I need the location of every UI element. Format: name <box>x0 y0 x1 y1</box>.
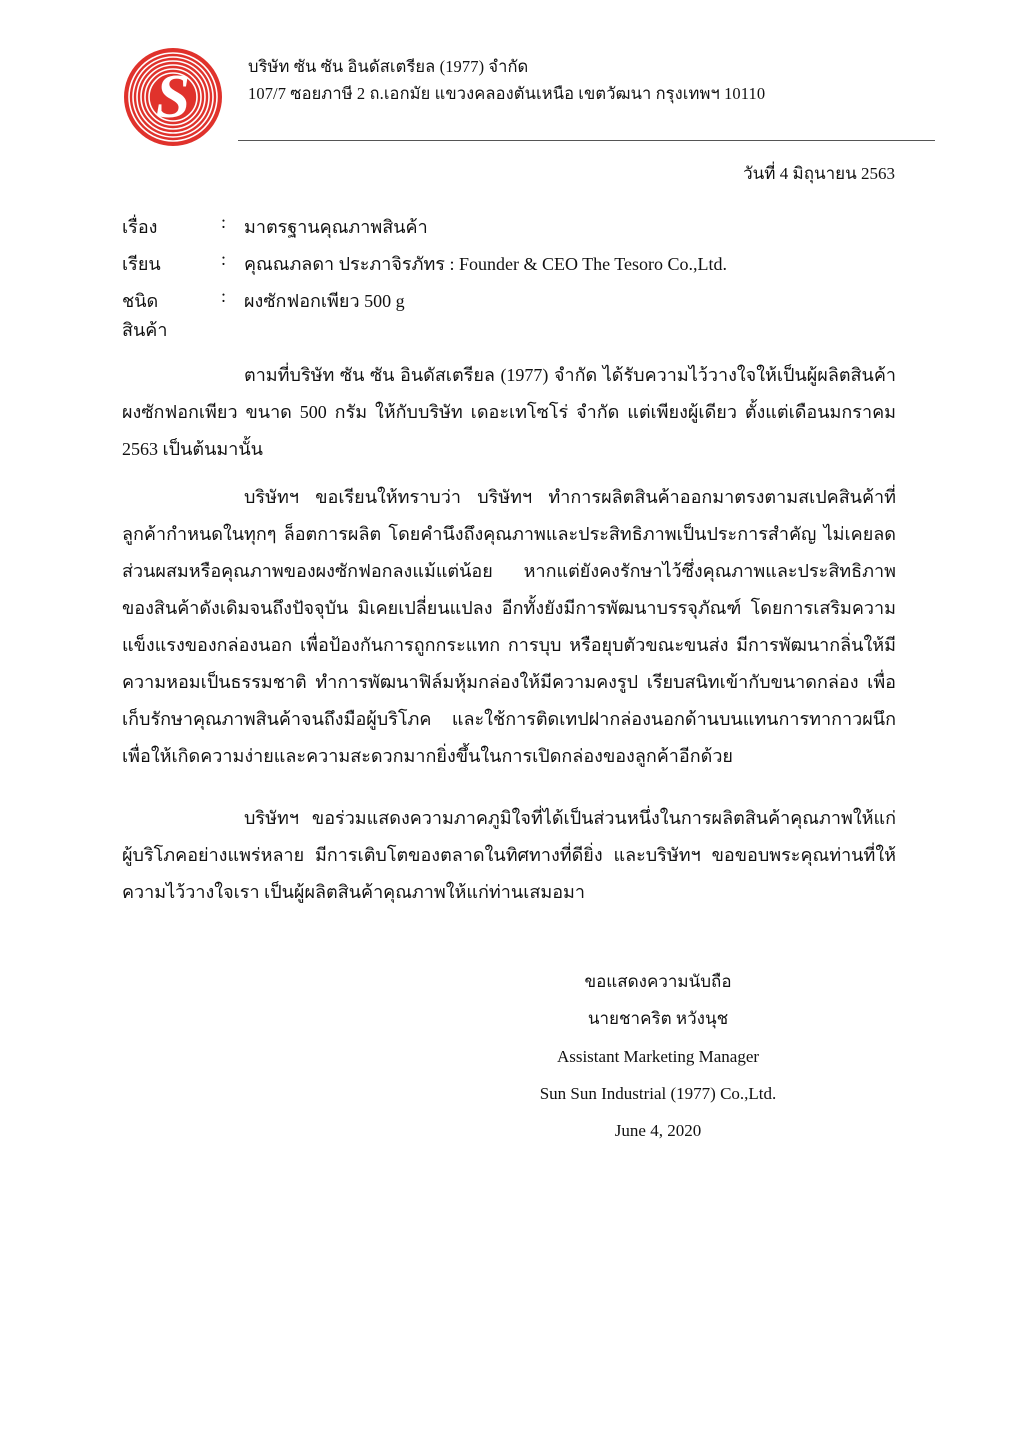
body-paragraph-3 <box>122 800 896 911</box>
subject-label: เรื่อง <box>122 217 158 237</box>
signer-name: นายชาคริต หวังนุช <box>587 1009 729 1029</box>
letterhead-divider <box>238 140 935 141</box>
letterhead <box>248 53 765 107</box>
company-address: 107/7 ซอยภาษี 2 ถ.เอกมัย แขวงคลองตันเหนือ เขตวัฒนา กรุงเทพฯ 10110 <box>248 84 766 103</box>
company-logo <box>122 46 224 148</box>
signer-title: Assistant Marketing Manager <box>556 1046 760 1066</box>
company-name: บริษัท ซัน ซัน อินดัสเตรียล (1977) จำกัด <box>248 57 529 76</box>
paragraph-text: บริษัทฯ ขอร่วมแสดงความภาคภูมิใจที่ได้เป็นส่วนหนึ่งในการผลิตสินค้าคุณภาพให้แก่ผู้บริโภคอย่างแพร่หลาย มีการเติบโตของตลาดในทิศทางที่ดียิ่ง และบริษัทฯ ขอขอบพระคุณท่านที่ให้ความไว้วางใจเรา เป็นผู้ผลิตสินค้าคุณภาพให้แก่ท่านเสมอมา <box>122 808 896 902</box>
recipient-value: คุณณภลดา ประภาจิรภัทร : Founder & CEO The Tesoro Co.,Ltd. <box>244 254 728 274</box>
body-paragraph-2 <box>122 479 896 775</box>
meta-colon: : <box>221 212 227 232</box>
product-label: ชนิดสินค้า <box>122 291 168 340</box>
letter-date: วันที่ 4 มิถุนายน 2563 <box>743 164 895 183</box>
signer-company: Sun Sun Industrial (1977) Co.,Ltd. <box>539 1083 777 1103</box>
body-paragraph-1 <box>122 357 896 468</box>
paragraph-text: บริษัทฯ ขอเรียนให้ทราบว่า บริษัทฯ ทำการผลิตสินค้าออกมาตรงตามสเปคสินค้าที่ลูกค้ากำหนดในทุกๆ ล็อตการผลิต โดยคำนึงถึงคุณภาพและประสิทธิภาพเป็นประการสำคัญ ไม่เคยลดส่วนผสมหรือคุณภาพของผงซักฟอกลงแม้แต่น้อย หากแต่ยังคงรักษาไว้ซึ่งคุณภาพและประสิทธิภาพของสินค้าดังเดิมจนถึงปัจจุบัน มิเคยเปลี่ยนแปลง อีกทั้งยังมีการพัฒนาบรรจุภัณฑ์ โดยการเสริมความแข็งแรงของกล่องนอก เพื่อป้องกันการถูกกระแทก การบุบ หรือยุบตัวขณะขนส่ง มีการพัฒนากลิ่นให้มีความหอมเป็นธรรมชาติ ทำการพัฒนาฟิล์มหุ้มกล่องให้มีความคงรูป เรียบสนิทเข้ากับขนาดกล่อง เพื่อเก็บรักษาคุณภาพสินค้าจนถึงมือผู้บริโภค และใช้การติดเทปฝากล่องนอกด้านบนแทนการทากาวผนึก เพื่อให้เกิดความง่ายและความสะดวกมากยิ่งขึ้นในการเปิดกล่องของลูกค้าอีกด้วย <box>122 487 896 766</box>
signature-block <box>418 963 898 1149</box>
signature-date: June 4, 2020 <box>614 1121 702 1141</box>
logo-letter: S <box>155 63 191 131</box>
closing: ขอแสดงความนับถือ <box>584 972 732 991</box>
product-value: ผงซักฟอกเพียว 500 g <box>244 291 405 311</box>
paragraph-text: ตามที่บริษัท ซัน ซัน อินดัสเตรียล (1977) จำกัด ได้รับความไว้วางใจให้เป็นผู้ผลิตสินค้า ผงซักฟอกเพียว ขนาด 500 กรัม ให้กับบริษัท เดอะเทโซโร่ จำกัด แต่เพียงผู้เดียว ตั้งแต่เดือนมกราคม 2563 เป็นต้นมานั้น <box>122 365 896 459</box>
meta-colon: : <box>221 286 227 306</box>
recipient-label: เรียน <box>122 254 161 274</box>
meta-colon: : <box>221 249 227 269</box>
subject-value: มาตรฐานคุณภาพสินค้า <box>244 217 428 237</box>
